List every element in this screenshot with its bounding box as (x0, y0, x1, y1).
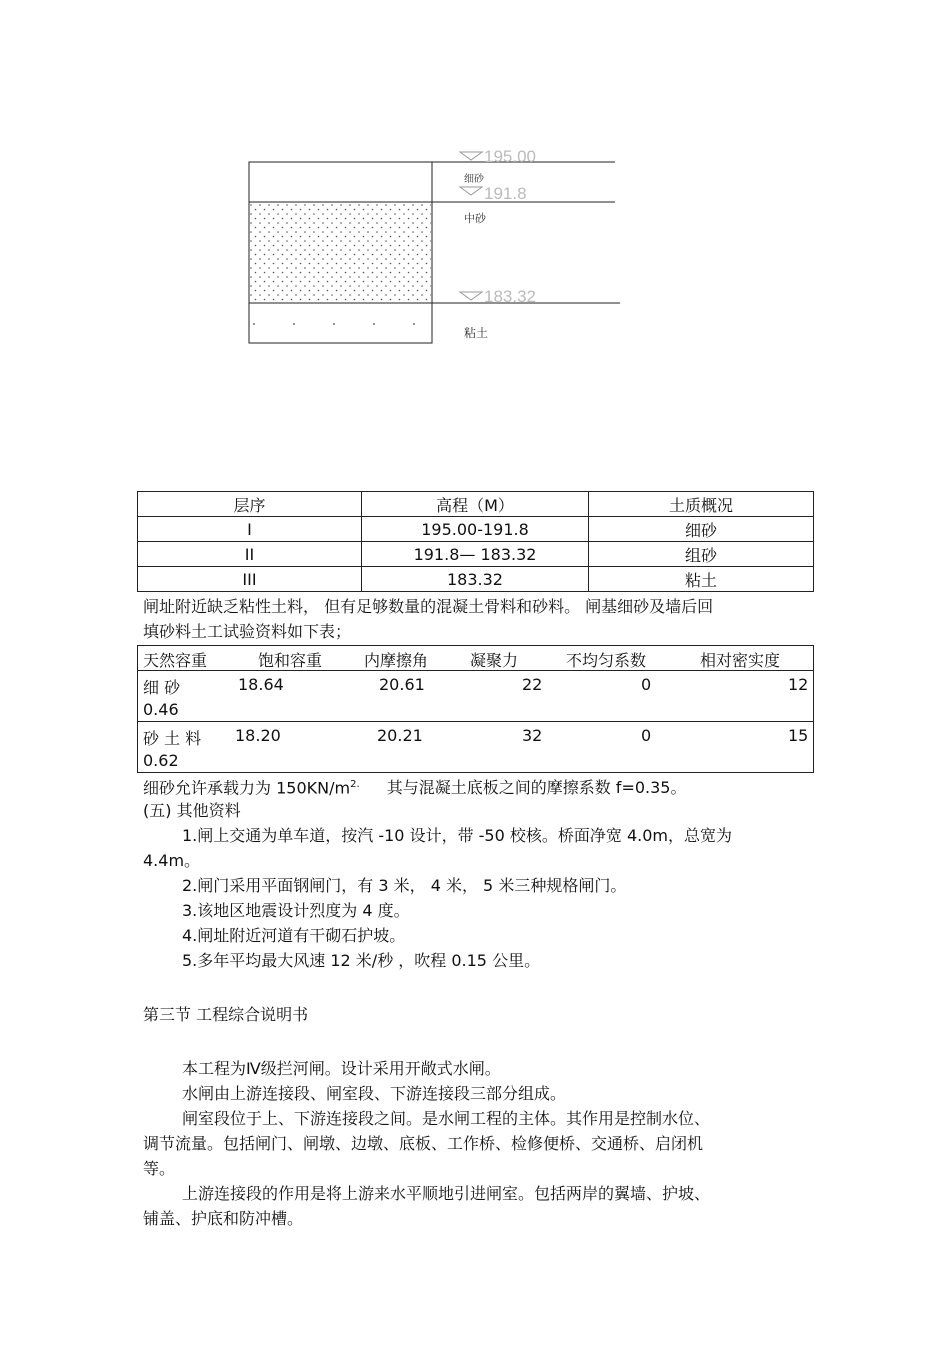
table-cell: 22 (522, 675, 543, 694)
layer2-label: 中砂 (464, 212, 486, 225)
bearing-rest: 其与混凝土底板之间的摩擦系数 f=0.35。 (386, 778, 687, 798)
list-item: 3.该地区地震设计烈度为 4 度。 (182, 901, 410, 920)
table-cell: 195.00-191.8 (362, 517, 589, 542)
table-cell: 0.46 (143, 700, 179, 719)
table-cell: I (138, 517, 362, 542)
table-cell: 15 (788, 726, 809, 745)
list-item: 2.闸门采用平面钢闸门，有 3 米， 4 米， 5 米三种规格闸门。 (182, 876, 627, 895)
section-heading: (五) 其他资料 (143, 801, 241, 820)
table-header-row (138, 646, 814, 671)
paragraph-line: 填砂料土工试验资料如下表； (143, 622, 352, 641)
table-cell: 砂 土 料 (143, 729, 202, 748)
table-header-row (138, 492, 814, 517)
paragraph-line: 本工程为Ⅳ级拦河闸。设计采用开敞式水闸。 (182, 1059, 501, 1078)
table-cell: 细 砂 (143, 678, 181, 697)
bearing-line (143, 775, 686, 798)
layer3-label: 粘土 (464, 326, 489, 340)
clay-layer-dots (253, 323, 415, 325)
table-cell: 20.21 (377, 726, 423, 745)
table-cell: 细砂 (589, 517, 814, 542)
table-header: 天然容重 (143, 651, 208, 670)
list-item: 4.闸址附近河道有干砌石护坡。 (182, 926, 406, 945)
table-cell: 18.64 (238, 675, 284, 694)
bearing-text: 细砂允许承载力为 150KN/m (143, 778, 351, 798)
paragraph-line: 等。 (143, 1159, 176, 1178)
table-cell: 0 (641, 675, 652, 694)
list-item: 5.多年平均最大风速 12 米/秒 ，吹程 0.15 公里。 (182, 951, 541, 970)
list-item-continued: 4.4m。 (143, 851, 201, 870)
elevation-label-low: 183.32 (484, 287, 536, 306)
table-header: 饱和容重 (258, 651, 323, 670)
list-item: 1.闸上交通为单车道，按汽 -10 设计，带 -50 校核。桥面净宽 4.0m，总宽为 (182, 826, 732, 845)
bearing-superscript: 2. (350, 779, 360, 790)
table-cell: 191.8— 183.32 (362, 542, 589, 567)
layer1-label: 细砂 (464, 174, 484, 185)
soil-test-table (137, 645, 814, 773)
paragraph-line: 闸址附近缺乏粘性土料， 但有足够数量的混凝土骨料和砂料。 闸基细砂及墙后回 (143, 597, 714, 616)
elevation-label-mid: 191.8 (484, 184, 527, 203)
elevation-marker-low (460, 292, 482, 300)
table-cell: 粘土 (589, 567, 814, 592)
paragraph-line: 上游连接段的作用是将上游来水平顺地引进闸室。包括两岸的翼墙、护坡、 (182, 1184, 711, 1203)
table-header: 凝聚力 (470, 651, 519, 670)
soil-profile-diagram (240, 140, 630, 355)
sand-layer-hatch (250, 202, 431, 303)
table-header: 不均匀系数 (566, 651, 647, 670)
paragraph-line: 调节流量。包括闸门、闸墩、边墩、底板、工作桥、检修便桥、交通桥、启闭机 (143, 1134, 704, 1153)
table-header: 土质概况 (589, 492, 814, 517)
table-row (138, 567, 814, 592)
table-cell: 0 (641, 726, 652, 745)
layer-table (137, 491, 814, 592)
elevation-marker-top (460, 152, 482, 160)
table-header: 内摩擦角 (364, 651, 429, 670)
table-header: 相对密实度 (700, 651, 781, 670)
table-cell: 18.20 (235, 726, 281, 745)
table-header: 层序 (138, 492, 362, 517)
table-cell: 183.32 (362, 567, 589, 592)
table-header: 高程（M） (362, 492, 589, 517)
table-cell: 32 (522, 726, 543, 745)
table-cell: 组砂 (589, 542, 814, 567)
elevation-marker-mid (460, 187, 482, 195)
table-row (138, 722, 814, 773)
paragraph-line: 水闸由上游连接段、闸室段、下游连接段三部分组成。 (182, 1084, 567, 1103)
table-row (138, 517, 814, 542)
table-row (138, 671, 814, 722)
table-cell: 0.62 (143, 751, 179, 770)
table-cell: III (138, 567, 362, 592)
table-cell: II (138, 542, 362, 567)
paragraph-line: 闸室段位于上、下游连接段之间。是水闸工程的主体。其作用是控制水位、 (182, 1109, 711, 1128)
paragraph-line: 铺盖、护底和防冲槽。 (143, 1209, 304, 1228)
section-heading: 第三节 工程综合说明书 (143, 1005, 309, 1024)
table-row (138, 542, 814, 567)
table-cell: 12 (788, 675, 809, 694)
elevation-label-top: 195.00 (484, 147, 536, 166)
table-cell: 20.61 (379, 675, 425, 694)
